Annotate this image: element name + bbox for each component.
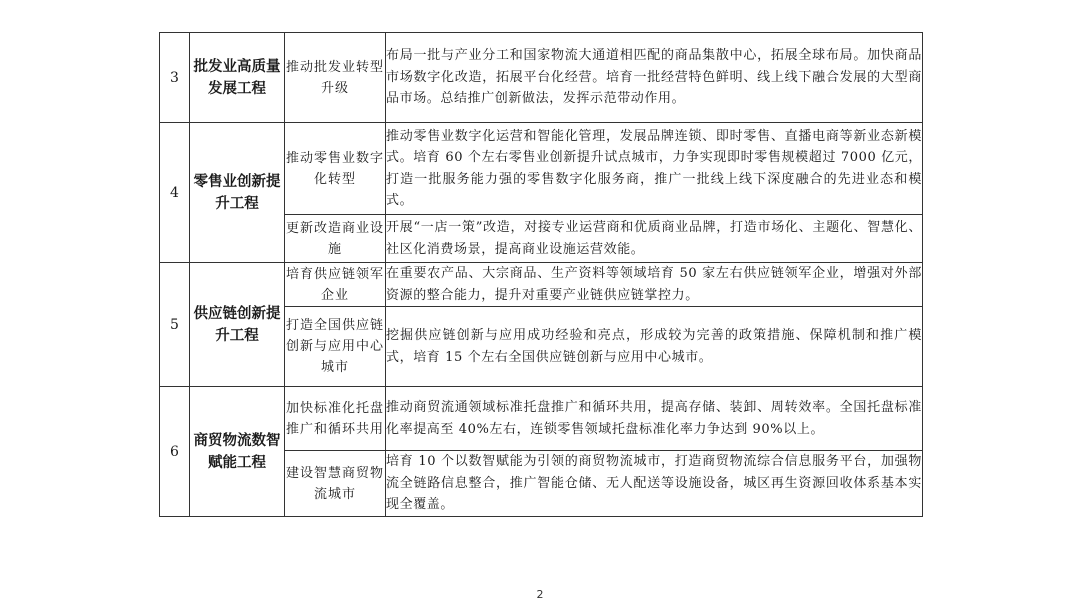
row-number: 4 xyxy=(160,123,190,263)
task-description: 挖掘供应链创新与应用成功经验和亮点，形成较为完善的政策措施、保障机制和推广模式，培育 15 个左右全国供应链创新与应用中心城市。 xyxy=(386,307,923,387)
task-description: 培育 10 个以数智赋能为引领的商贸物流城市，打造商贸物流综合信息服务平台，加强物流全链路信息整合，推广智能仓储、无人配送等设施设备，城区再生资源回收体系基本实现全覆盖。 xyxy=(386,451,923,517)
task-name: 推动批发业转型升级 xyxy=(285,33,386,123)
project-name: 零售业创新提升工程 xyxy=(190,123,285,263)
page-number: 2 xyxy=(536,588,544,601)
table-row xyxy=(160,263,923,307)
task-description: 开展“一店一策”改造，对接专业运营商和优质商业品牌，打造市场化、主题化、智慧化、社区化消费场景，提高商业设施运营效能。 xyxy=(386,215,923,263)
table-row xyxy=(160,387,923,451)
task-name: 建设智慧商贸物流城市 xyxy=(285,451,386,517)
project-name: 批发业高质量发展工程 xyxy=(190,33,285,123)
task-name: 加快标准化托盘推广和循环共用 xyxy=(285,387,386,451)
table-row xyxy=(160,123,923,215)
task-description: 推动商贸流通领域标准托盘推广和循环共用，提高存储、装卸、周转效率。全国托盘标准化率提高至 40%左右，连锁零售领域托盘标准化率力争达到 90%以上。 xyxy=(386,387,923,451)
task-description: 布局一批与产业分工和国家物流大通道相匹配的商品集散中心，拓展全球布局。加快商品市场数字化改造，拓展平台化经营。培育一批经营特色鲜明、线上线下融合发展的大型商品市场。总结推广创新做法，发挥示范带动作用。 xyxy=(386,33,923,123)
row-number: 6 xyxy=(160,387,190,517)
task-name: 打造全国供应链创新与应用中心城市 xyxy=(285,307,386,387)
project-table xyxy=(159,32,923,517)
task-description: 在重要农产品、大宗商品、生产资料等领域培育 50 家左右供应链领军企业，增强对外部资源的整合能力，提升对重要产业链供应链掌控力。 xyxy=(386,263,923,307)
row-number: 3 xyxy=(160,33,190,123)
project-name: 供应链创新提升工程 xyxy=(190,263,285,387)
task-description: 推动零售业数字化运营和智能化管理，发展品牌连锁、即时零售、直播电商等新业态新模式。培育 60 个左右零售业创新提升试点城市，力争实现即时零售规模超过 7000 亿元，打造一批服务能力强的零售数字化服务商，推广一批线上线下深度融合的先进业态和模式。 xyxy=(386,123,923,215)
row-number: 5 xyxy=(160,263,190,387)
project-name: 商贸物流数智赋能工程 xyxy=(190,387,285,517)
task-name: 推动零售业数字化转型 xyxy=(285,123,386,215)
task-name: 培育供应链领军企业 xyxy=(285,263,386,307)
table-row xyxy=(160,33,923,123)
task-name: 更新改造商业设施 xyxy=(285,215,386,263)
